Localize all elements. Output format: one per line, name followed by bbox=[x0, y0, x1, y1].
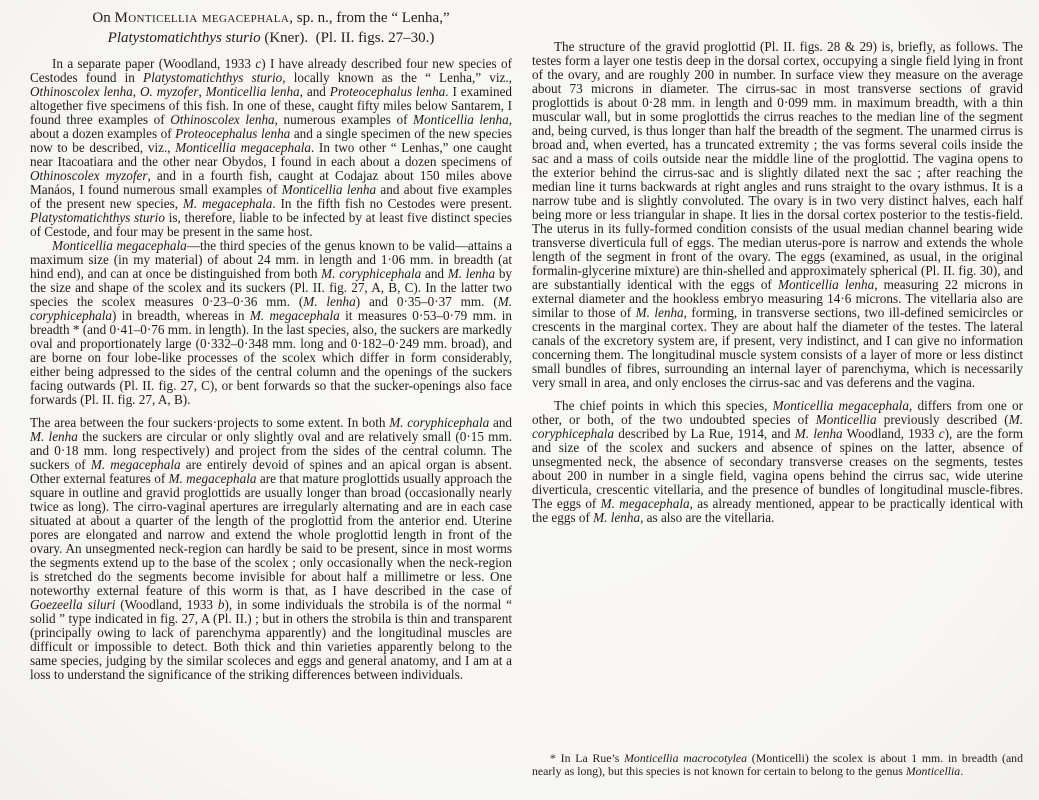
left-column bbox=[30, 8, 512, 682]
left-paragraph-2: Monticellia megacephala—the third species of the genus known to be valid—attains a maximum size (in my material) of about 24 mm. in length and 1·06 mm. in breadth (at hind end), and can at once be distinguished from both M. coryphicephala and M. lenha by the size and shape of the scolex and its suckers (Pl. II. fig. 27, A, B, C). In the latter two species the scolex measures 0·23–0·36 mm. (M. lenha) and 0·35–0·37 mm. (M. coryphicephala) in breadth, whereas in M. megacephala it measures 0·53–0·79 mm. in breadth * (and 0·41–0·76 mm. in length). In the last species, also, the suckers are markedly oval and proportionately large (0·332–0·348 mm. long and 0·182–0·249 mm. broad), and are borne on four lobe-like processes of the scolex which differ in form considerably, either being adpressed to the sides of the central column and the openings of the suckers facing outwards (Pl. II. fig. 27, C), or bent forwards so that the sucker-openings also face forwards (Pl. II. fig. 27, A, B). bbox=[30, 238, 513, 407]
left-paragraph-1: In a separate paper (Woodland, 1933 c) I have already described four new species of Cestodes found in Platystomatichthys sturio, locally known as the “ Lenha,” viz., Othinoscolex lenha, O. myzofer, Monticellia lenha, and Proteocephalus lenha. I examined altogether five specimens of this fish. In one of these, caught fifty miles below Santarem, I found three examples of Othinoscolex lenha, numerous examples of Monticellia lenha, about a dozen examples of Proteocephalus lenha and a single specimen of the new species now to be described, viz., Monticellia megacephala. In two other “ Lenhas,” one caught near Itacoatiara and the other near Obydos, I found in each about a dozen specimens of Othinoscolex myzofer, and in a fourth fish, caught at Codajaz about 150 miles above Manáos, I found numerous small examples of Monticellia lenha and about five examples of the present new species, M. megacephala. In the fifth fish no Cestodes were present. Platystomatichthys sturio is, therefore, liable to be infected by at least five distinct species of Cestode, and four may be present in the same host. bbox=[30, 56, 513, 239]
left-paragraph-3: The area between the four suckers·projects to some extent. In both M. coryphicephala and M. lenha the suckers are circular or only slightly oval and are relatively small (0·15 mm. and 0·18 mm. long respectively) and project from the sides of the central column. The suckers of M. megacephala are entirely devoid of spines and an apical organ is absent. Other external features of M. megacephala are that mature proglottids usually approach the square in outline and gravid proglottids are usually longer than broad (occasionally nearly twice as long). The cirro-vaginal apertures are irregularly alternating and are in each case situated at about a quarter of the length of the proglottid from the anterior end. Uterine pores are elongated and narrow and extend the whole proglottid length in front of the ovary. An unsegmented neck-region can hardly be said to be present, since in most worms the segments extend up to the base of the scolex ; only occasionally when the neck-region is stretched do the segments become invisible for about half a millimetre or less. One noteworthy external feature of this worm is that, as I have described in the case of Goezeella siluri (Woodland, 1933 b), in some individuals the strobila is of the normal “ solid ” type indicated in fig. 27, A (Pl. II.) ; but in others the strobila is thin and transparent (principally owing to lack of parenchyma apparently) and the longitudinal muscles are difficult or impossible to detect. Both thick and thin varieties apparently belong to the same species, judging by the similar scoleces and eggs and general anatomy, and I am at a loss to understand the significance of the striking differences between individuals. bbox=[30, 415, 513, 682]
page-title: On Monticellia megacephala, sp. n., from the “ Lenha,” Platystomatichthys sturio (Kner). (Pl. II. figs. 27–30.) bbox=[92, 10, 450, 46]
footnote: * In La Rue’s Monticellia macrocotylea (Monticelli) the scolex is about 1 mm. in breadth (and nearly as long), but this species is not known for certain to belong to the genus Monticellia. bbox=[532, 751, 1023, 779]
right-column bbox=[532, 40, 1023, 525]
right-paragraph-1: The structure of the gravid proglottid (Pl. II. figs. 28 & 29) is, briefly, as follows. The testes form a layer one testis deep in the dorsal cortex, occupying a single field lying in front of the ovary, and are roughly 200 in number. In surface view they measure on the average about 73 microns in diameter. The cirrus-sac in most transverse sections of gravid proglottids is about 0·28 mm. in length and 0·099 mm. in maximum breadth, with a thin muscular wall, but in some proglottids the cirrus reaches to the median line of the segment and, being curved, is thus longer than half the breadth of the segment. The unarmed cirrus is broad and, when everted, has a truncated extremity ; the vas forms several coils inside the sac and a mass of coils outside near the middle line of the proglottid. The vagina opens to the exterior behind the cirrus-sac and is slightly dilated next the sac ; after reaching the median line it turns backwards at right angles and runs straight to the ovary isthmus. It is a narrow tube and is slightly convoluted. The ovary is in two very distinct halves, each half being more or less triangular in shape. It lies in the dorsal cortex posterior to the testis-field. The uterus in its fully-formed condition consists of the usual median channel bearing wide transverse diverticula full of eggs. The median uterus-pore is narrow and extends the whole length of the segment in front of the ovary. The eggs (examined, as usual, in the original formalin-glycerine mixture) are thin-shelled and approximately spherical (Pl. II. fig. 30), and are substantially identical with the eggs of Monticellia lenha, measuring 22 microns in external diameter and the hookless embryo measuring 14·6 microns. The vitellaria also are similar to those of M. lenha, forming, in transverse sections, two ill-defined semicircles or crescents in the marginal cortex. They are about half the diameter of the testes. The lateral canals of the excretory system are, if present, very indistinct, and I can give no information concerning them. The longitudinal muscle system consists of a layer of more or less distinct small bundles of fibres, surrounding an internal layer of parenchyma, which is necessarily very small in area, and only encloses the cirrus-sac and vas deferens and the vagina. bbox=[532, 39, 1023, 390]
right-paragraph-2: The chief points in which this species, Monticellia megacephala, differs from one or other, or both, of the two undoubted species of Monticellia previously described (M. coryphicephala described by La Rue, 1914, and M. lenha Woodland, 1933 c), are the form and size of the scolex and suckers and absence of spines on the latter, absence of unsegmented neck, the absence of secondary transverse creases on the segments, testes about 200 in number in a single field, vagina opens behind the cirrus sac, wide uterine diverticula, crescentic vitellaria, and the presence of bundles of longitudinal muscle-fibres. The eggs of M. megacephala, as already mentioned, appear to be practically identical with the eggs of M. lenha, as also are the vitellaria. bbox=[532, 398, 1024, 525]
